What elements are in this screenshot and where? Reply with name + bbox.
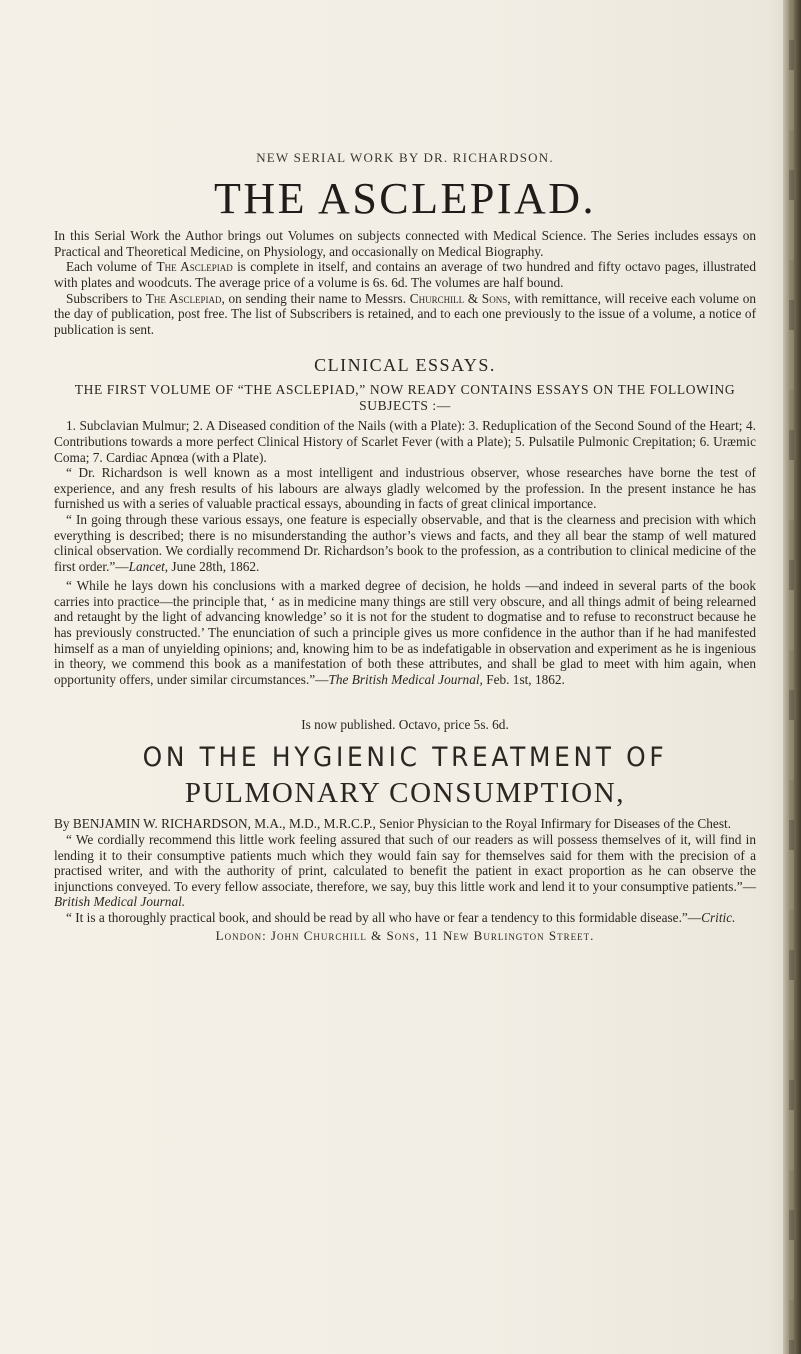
- advertisement-page: [54, 150, 756, 944]
- intro-paragraph-3: Subscribers to The Asclepiad, on sending their name to Messrs. Churchill & Sons, with remittance, will receive each volume on the day of publication, post free. The list of Subscribers is retained, and to each one previously to the issue of a volume, a notice of publication is sent.: [54, 290, 756, 337]
- series-name: The Asclepiad: [156, 259, 233, 275]
- review-paragraph-1: “ Dr. Richardson is well known as a most intelligent and industrious observer, whose researches have borne the test of experience, and any fresh results of his labours are always gladly welcomed by the profession. In the present instance he has furnished us with a series of valuable practical essays, abounding in facts of great clinical importance.: [54, 465, 756, 512]
- running-head: NEW SERIAL WORK BY DR. RICHARDSON.: [256, 150, 554, 165]
- book-title-line-1: ON THE HYGIENIC TREATMENT OF: [142, 742, 668, 774]
- review-source: Lancet,: [128, 558, 169, 574]
- publication-notice: Is now published. Octavo, price 5s. 6d.: [301, 717, 509, 733]
- book-edge-strip: [783, 0, 801, 1354]
- intro-paragraph-2: Each volume of The Asclepiad is complete in itself, and contains an average of two hundred and fifty octavo pages, illustrated with plates and woodcuts. The average price of a volume is 6s. 6d. The volumes are half bound.: [54, 259, 756, 290]
- publisher-imprint: London: John Churchill & Sons, 11 New Burlington Street.: [215, 927, 595, 943]
- review-paragraph-4: “ We cordially recommend this little work feeling assured that such of our readers as will possess themselves of it, will find in lending it to their consumptive patients much which they would fain say for themselves said for them with the precision of a practised writer, and with the authority of print, calculated to benefit the patient in exact proportion as he can observe the injunctions conveyed. To every fellow associate, therefore, we say, buy this little work and lend it to your consumptive patients.”—British Medical Journal.: [54, 832, 756, 910]
- subjects-list: 1. Subclavian Mulmur; 2. A Diseased condition of the Nails (with a Plate): 3. Reduplication of the Second Sound of the Heart; 4. Contributions towards a more perfect Clinical History of Scarlet Fever (with a Plate); 5. Pulsatile Pulmonic Crepitation; 6. Uræmic Coma; 7. Cardiac Apnœa (with a Plate).: [54, 418, 756, 465]
- series-name: The Asclepiad: [145, 290, 222, 306]
- review-paragraph-3: “ While he lays down his conclusions with a marked degree of decision, he holds —and indeed in several parts of the book carries into practice—the principle that, ‘ as in medicine many things are still very obscure, and all things admit of being relearned and retaught by the light of advancing knowledge’ so it is not for the student to dogmatise and to refuse to reconstruct because he has previously constructed.’ The enunciation of such a principle gives us more confidence in the author than if he had manifested himself as a man of unyielding opinions; and, knowing him to be as indefatigable in observation and experiment as he is ingenious in theory, we commend this book as a manifestation of both these attributes, and shall be glad to meet with him again, when opportunity offers, under similar circumstances.”—The British Medical Journal, Feb. 1st, 1862.: [54, 578, 756, 687]
- review-source: The British Medical Journal,: [328, 671, 483, 687]
- publisher-name: Churchill & Sons: [409, 290, 508, 306]
- review-paragraph-2: “ In going through these various essays, one feature is especially observable, and that is the clearness and precision with which everything is described; there is no misunderstanding the author’s views and facts, and they all bear the stamp of well matured clinical observation. We cordially recommend Dr. Richardson’s book to the profession, as a contribution to clinical medicine of the first order.”—Lancet, June 28th, 1862.: [54, 511, 756, 574]
- section-heading: CLINICAL ESSAYS.: [314, 355, 496, 376]
- volume-announcement: THE FIRST VOLUME OF “THE ASCLEPIAD,” NOW READY CONTAINS ESSAYS ON THE FOLLOWING SUBJECTS :—: [74, 382, 736, 414]
- author-line: By BENJAMIN W. RICHARDSON, M.A., M.D., M.R.C.P., Senior Physician to the Royal Infirmary for Diseases of the Chest.: [54, 816, 732, 832]
- page-title: THE ASCLEPIAD.: [213, 174, 597, 223]
- review-source: British Medical Journal.: [54, 894, 186, 910]
- review-paragraph-5: “ It is a thoroughly practical book, and should be read by all who have or fear a tendency to this formidable disease.”—Critic.: [66, 910, 736, 925]
- intro-paragraph-1: In this Serial Work the Author brings out Volumes on subjects connected with Medical Science. The Series includes essays on Practical and Theoretical Medicine, on Physiology, and occasionally on Medical Biography.: [54, 228, 756, 259]
- review-source: Critic.: [701, 910, 736, 925]
- book-title-line-2: PULMONARY CONSUMPTION,: [184, 777, 626, 810]
